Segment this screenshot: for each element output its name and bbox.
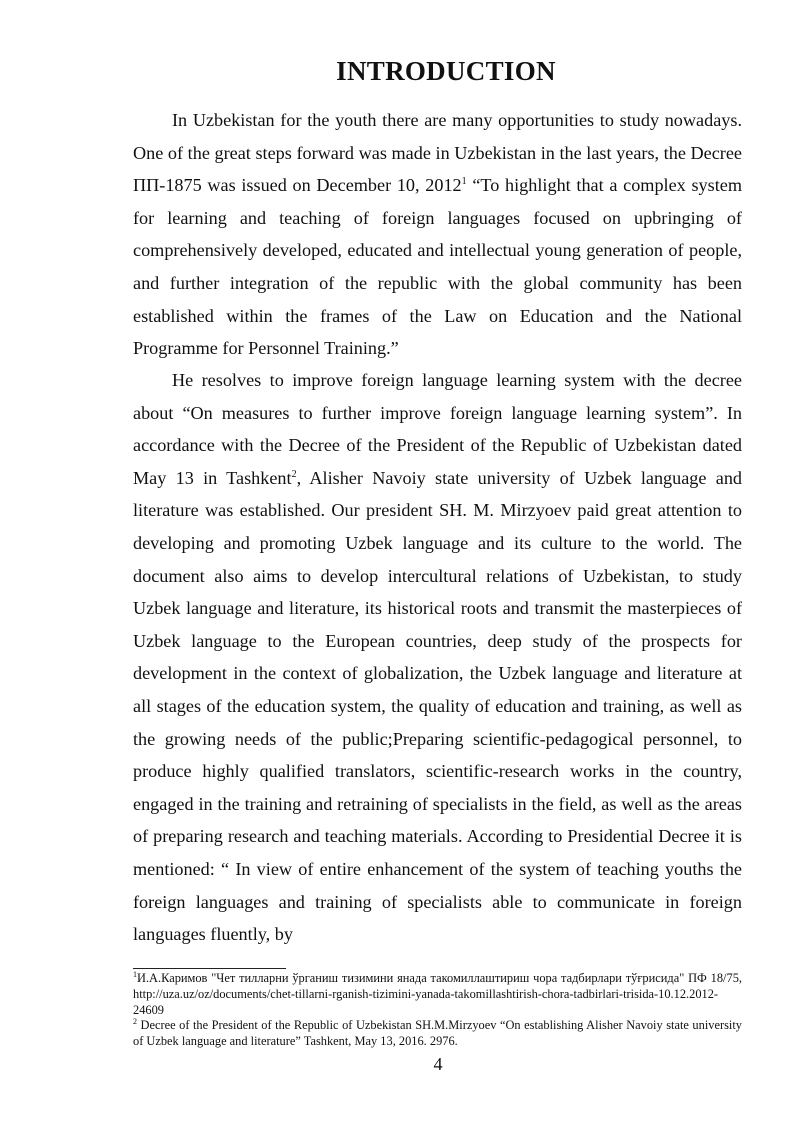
footnote-1	[133, 971, 742, 1018]
footnote-2-text: Decree of the President of the Republic of Uzbekistan SH.M.Mirzyoev “On establishing Alisher Navoiy state university of Uzbek language and literature” Tashkent, May 13, 2016. 2976.	[133, 1018, 742, 1049]
page-number: 4	[433, 1054, 443, 1074]
footnote-ref-2[interactable]: 2	[291, 468, 297, 480]
footnote-1-text: И.А.Каримов "Чет тилларни ўрганиш тизимини янада такомиллаштириш чора тадбирлари тўғрисида" ПФ 18/75, http://uza.uz/oz/documents/chet-tillarni-rganish-tizimini-yanada-takomillashtirish-chora-tadbirlari-trisida-10.12.2012-24609	[133, 971, 742, 1017]
paragraph-2-text-cont: , Alisher Navoiy state university of Uzbek language and literature was established. Our president SH. M. Mirzyoev paid great attention to developing and promoting Uzbek language and its culture to the world. The document also aims to develop intercultural relations of Uzbekistan, to study Uzbek language and literature, its historical roots and transmit the masterpieces of Uzbek language to the European countries, deep study of the prospects for development in the context of globalization, the Uzbek language and literature at all stages of the education system, the quality of education and training, as well as the growing needs of the public;Preparing scientific-pedagogical personnel, to produce highly qualified translators, scientific-research works in the country, engaged in the training and retraining of specialists in the field, as well as the areas of preparing research and teaching materials. According to Presidential Decree it is mentioned: “ In view of entire enhancement of the system of teaching youths the foreign languages and training of specialists able to communicate in foreign languages fluently, by	[133, 467, 743, 945]
paragraph-2-text: He resolves to improve foreign language learning system with the decree about “On measures to further improve foreign language learning system”. In accordance with the Decree of the President of the Republic of Uzbekistan dated May 13 in Tashkent	[133, 370, 742, 488]
page-title: INTRODUCTION	[336, 56, 556, 86]
footnote-divider	[133, 968, 286, 969]
footnotes-section	[133, 971, 742, 1050]
paragraph-1-text: In Uzbekistan for the youth there are many opportunities to study nowadays. One of the great steps forward was made in Uzbekistan in the last years, the Decree ПП-1875 was issued on December 10, 2012	[133, 110, 742, 196]
footnote-mark-1: 1	[133, 969, 137, 979]
footnote-ref-1[interactable]: 1	[461, 176, 467, 188]
paragraph-1	[133, 104, 742, 365]
footnote-2	[133, 1018, 742, 1050]
footnote-mark-2: 2	[133, 1017, 137, 1027]
paragraph-2	[133, 364, 742, 951]
paragraph-1-text-cont: “To highlight that a complex system for learning and teaching of foreign languages focused on upbringing of comprehensively developed, educated and intellectual young generation of people, and further integration of the republic with the global community has been established within the frames of the Law on Education and the National Programme for Personnel Training.”	[133, 175, 742, 359]
